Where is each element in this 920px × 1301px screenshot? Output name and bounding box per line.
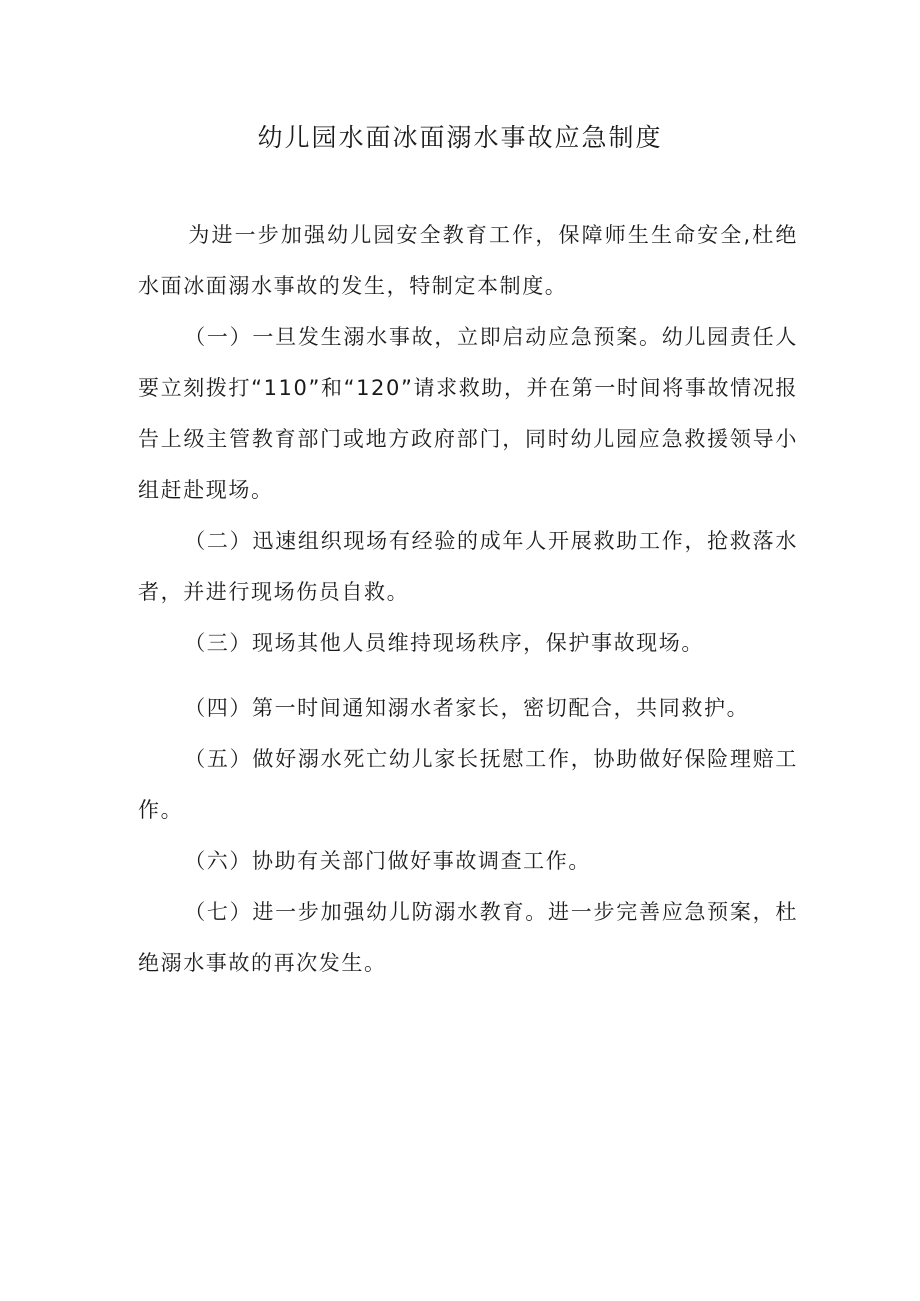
paragraph-7: （七）进一步加强幼儿防溺水教育。进一步完善应急预案，杜绝溺水事故的再次发生。 xyxy=(138,900,798,975)
paragraph-6: （六）协助有关部门做好事故调查工作。 xyxy=(184,849,591,873)
paragraph-5: （五）做好溺水死亡幼儿家长抚慰工作，协助做好保险理赔工作。 xyxy=(138,747,798,822)
paragraph-1: （一）一旦发生溺水事故，立即启动应急预案。幼儿园责任人要立刻拨打“110”和“120”请求救助，并在第一时间将事故情况报告上级主管教育部门或地方政府部门，同时幼儿园应急救援领导小组赶赴现场。 xyxy=(138,325,798,502)
paragraph-3: （三）现场其他人员维持现场秩序，保护事故现场。 xyxy=(184,631,704,655)
paragraph-4: （四）第一时间通知溺水者家长，密切配合，共同救护。 xyxy=(184,696,750,720)
paragraph-intro: 为进一步加强幼儿园安全教育工作，保障师生生命安全,杜绝水面冰面溺水事故的发生，特制定本制度。 xyxy=(138,223,798,298)
paragraph-2: （二）迅速组织现场有经验的成年人开展救助工作，抢救落水者，并进行现场伤员自救。 xyxy=(138,529,798,604)
document-title: 幼儿园水面冰面溺水事故应急制度 xyxy=(257,123,663,152)
document-body xyxy=(138,210,798,989)
